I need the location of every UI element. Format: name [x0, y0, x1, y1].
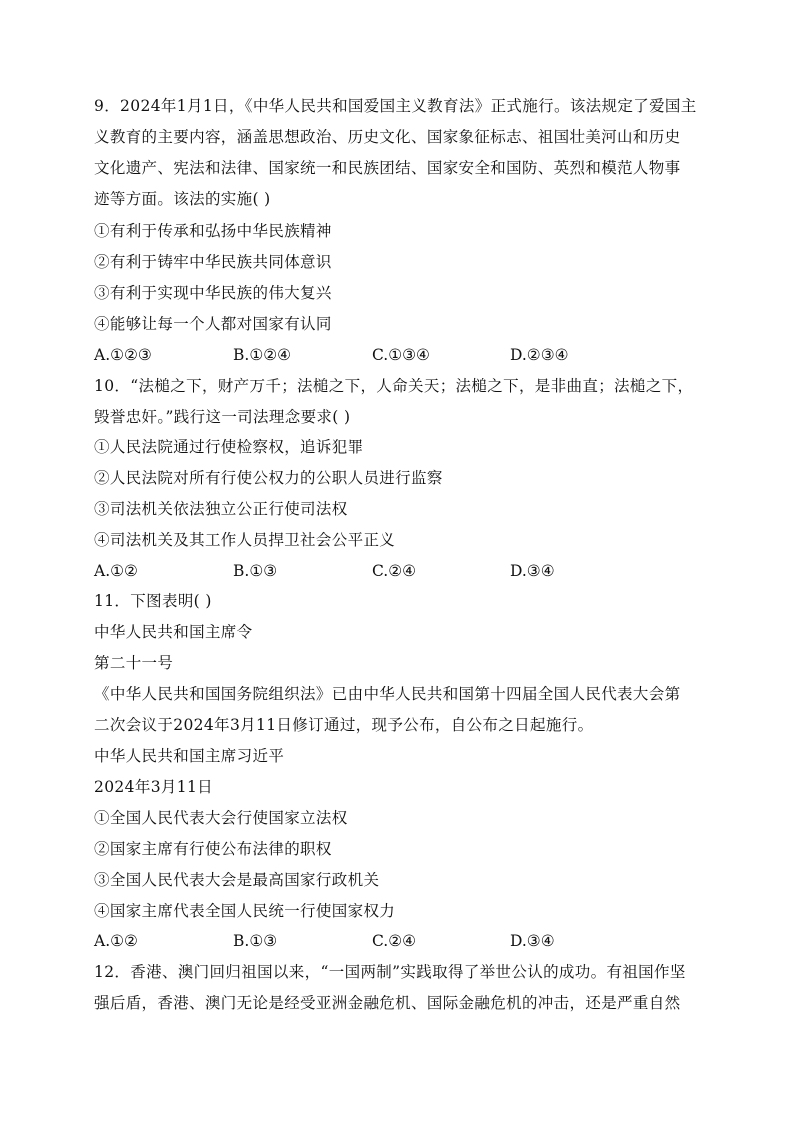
q10-stem-line-2: 毁誉忠奸。”践行这一司法理念要求( ): [94, 408, 351, 426]
q9-stem-line-1: 9．2024年1月1日，《中华人民共和国爱国主义教育法》正式施行。该法规定了爱国主: [94, 97, 697, 115]
decree-number: 第二十一号: [94, 654, 174, 672]
decree-date: 2024年3月11日: [94, 778, 214, 796]
q11-item-4: ④国家主席代表全国人民统一行使国家权力: [94, 902, 396, 920]
decree-body-line-1: 《中华人民共和国国务院组织法》已由中华人民共和国第十四届全国人民代表大会第: [94, 685, 681, 703]
decree-heading: 中华人民共和国主席令: [94, 623, 253, 641]
q9-option-c[interactable]: C.①③④: [372, 346, 430, 364]
q11-option-a[interactable]: A.①②: [94, 932, 138, 950]
q10-item-4: ④司法机关及其工作人员捍卫社会公平正义: [94, 531, 396, 549]
q11-stem: 11．下图表明( ): [94, 592, 212, 610]
decree-body-line-2: 二次会议于2024年3月11日修订通过，现予公布，自公布之日起施行。: [94, 716, 594, 734]
q9-item-4: ④能够让每一个人都对国家有认同: [94, 315, 332, 333]
q9-option-a[interactable]: A.①②③: [94, 346, 152, 364]
q9-stem-line-3: 文化遗产、宪法和法律、国家统一和民族团结、国家安全和国防、英烈和模范人物事: [94, 159, 681, 177]
q9-stem-line-4: 迹等方面。该法的实施( ): [94, 190, 271, 208]
q10-item-1: ①人民法院通过行使检察权，追诉犯罪: [94, 438, 364, 456]
q11-option-b[interactable]: B.①③: [233, 932, 278, 950]
q11-item-2: ②国家主席有行使公布法律的职权: [94, 840, 332, 858]
q10-option-b[interactable]: B.①③: [233, 562, 278, 580]
q9-item-2: ②有利于铸牢中华民族共同体意识: [94, 253, 332, 271]
q10-item-3: ③司法机关依法独立公正行使司法权: [94, 500, 348, 518]
q10-stem-line-1: 10．“法槌之下，财产万千；法槌之下，人命关天；法槌之下，是非曲直；法槌之下，: [94, 377, 694, 395]
q11-option-d[interactable]: D.③④: [510, 932, 555, 950]
q12-stem-line-1: 12．香港、澳门回归祖国以来，“一国两制”实践取得了举世公认的成功。有祖国作坚: [94, 963, 686, 981]
q10-option-c[interactable]: C.②④: [372, 562, 417, 580]
q9-item-3: ③有利于实现中华民族的伟大复兴: [94, 284, 332, 302]
q11-item-1: ①全国人民代表大会行使国家立法权: [94, 809, 348, 827]
decree-signature: 中华人民共和国主席习近平: [94, 747, 285, 765]
q10-option-a[interactable]: A.①②: [94, 562, 138, 580]
q9-stem-line-2: 义教育的主要内容，涵盖思想政治、历史文化、国家象征标志、祖国壮美河山和历史: [94, 128, 681, 146]
q10-option-d[interactable]: D.③④: [510, 562, 555, 580]
q9-option-d[interactable]: D.②③④: [510, 346, 569, 364]
q12-stem-line-2: 强后盾，香港、澳门无论是经受亚洲金融危机、国际金融危机的冲击，还是严重自然: [94, 994, 681, 1012]
q11-option-c[interactable]: C.②④: [372, 932, 417, 950]
q9-item-1: ①有利于传承和弘扬中华民族精神: [94, 222, 332, 240]
q9-option-b[interactable]: B.①②④: [233, 346, 292, 364]
q11-item-3: ③全国人民代表大会是最高国家行政机关: [94, 871, 380, 889]
q10-item-2: ②人民法院对所有行使公权力的公职人员进行监察: [94, 469, 443, 487]
